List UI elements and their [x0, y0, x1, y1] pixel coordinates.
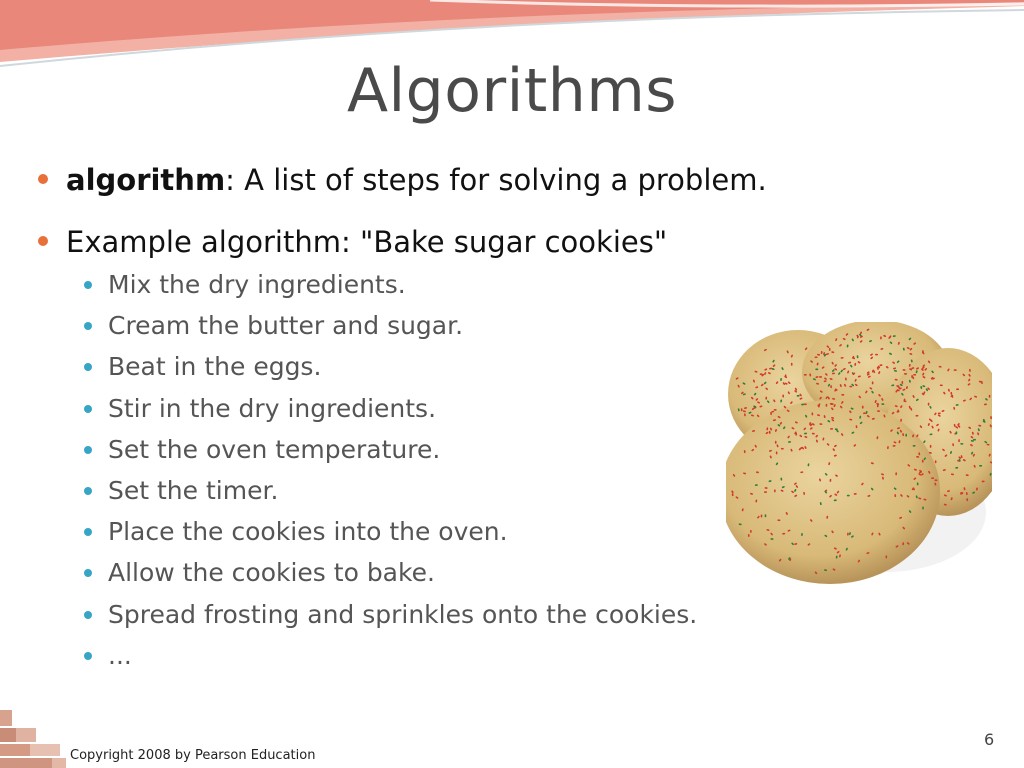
term-bold: algorithm	[66, 163, 226, 197]
sub-bullet-dot-icon	[84, 611, 92, 619]
sprinkle	[886, 555, 888, 558]
sprinkle	[940, 384, 943, 386]
sprinkle	[922, 507, 924, 510]
sprinkle	[791, 363, 793, 366]
sprinkle	[913, 445, 916, 447]
sprinkle	[901, 381, 903, 384]
sprinkle	[775, 441, 777, 444]
sub-bullet-dot-icon	[84, 322, 92, 330]
step-item	[81, 264, 978, 305]
step-text: Set the oven temperature.	[108, 434, 441, 464]
sprinkle	[979, 465, 982, 467]
sprinkle	[916, 456, 919, 458]
bullet-dot-icon	[38, 236, 48, 246]
sprinkle	[982, 481, 985, 483]
sprinkle	[989, 395, 991, 398]
sub-bullet-dot-icon	[84, 281, 92, 289]
step-text: Allow the cookies to bake.	[108, 558, 435, 588]
copyright-footer: Copyright 2008 by Pearson Education	[70, 748, 316, 763]
step-item	[81, 594, 978, 635]
sprinkle	[913, 374, 916, 376]
sprinkle	[849, 386, 852, 388]
sprinkle	[984, 404, 987, 406]
sprinkle	[761, 514, 763, 517]
sprinkle	[880, 336, 882, 339]
sprinkle	[812, 433, 815, 435]
sprinkle	[776, 451, 778, 454]
step-text: ...	[108, 640, 132, 670]
sprinkle	[903, 369, 906, 371]
definition-text: : A list of steps for solving a problem.	[225, 163, 767, 197]
sub-bullet-dot-icon	[84, 652, 92, 660]
sprinkle	[862, 406, 864, 409]
sprinkle	[935, 460, 937, 463]
sub-bullet-dot-icon	[84, 363, 92, 371]
sprinkle	[748, 534, 750, 537]
bullet-example	[38, 222, 978, 262]
sprinkle	[764, 491, 767, 493]
bullet-definition	[38, 160, 978, 200]
sprinkle	[954, 369, 957, 371]
sprinkle	[897, 409, 899, 412]
step-text: Cream the butter and sugar.	[108, 311, 464, 341]
sprinkle	[958, 439, 960, 442]
sprinkle	[765, 514, 767, 517]
sprinkle	[951, 392, 953, 395]
sub-bullet-dot-icon	[84, 569, 92, 577]
step-text: Mix the dry ingredients.	[108, 270, 406, 299]
sprinkle	[774, 489, 776, 492]
sprinkle	[804, 374, 807, 376]
bullet-dot-icon	[38, 174, 48, 184]
sprinkle	[812, 412, 814, 415]
step-text: Stir in the dry ingredients.	[108, 393, 437, 423]
sprinkle	[819, 376, 822, 378]
sprinkle	[911, 375, 913, 378]
sprinkle	[841, 394, 844, 396]
step-text: Spread frosting and sprinkles onto the cookies.	[108, 599, 698, 629]
sprinkle	[815, 369, 818, 371]
sprinkle	[928, 403, 930, 406]
sprinkle	[830, 385, 832, 388]
sprinkle	[804, 433, 807, 435]
step-text: Set the timer.	[108, 476, 279, 506]
sprinkle	[804, 403, 807, 405]
slide-number: 6	[984, 730, 995, 749]
sprinkle	[847, 495, 850, 497]
sprinkle	[797, 395, 800, 397]
sprinkle	[895, 472, 897, 475]
sprinkle	[905, 434, 907, 437]
sprinkle	[760, 373, 763, 375]
sprinkle	[814, 356, 817, 358]
example-text: Example algorithm: "Bake sugar cookies"	[66, 225, 668, 259]
sprinkle	[917, 482, 919, 485]
sprinkle	[973, 439, 976, 441]
sprinkle	[765, 397, 767, 400]
sub-bullet-dot-icon	[84, 528, 92, 536]
sprinkle	[782, 395, 784, 398]
step-text: Place the cookies into the oven.	[108, 517, 508, 547]
sub-bullet-dot-icon	[84, 405, 92, 413]
sugar-cookies-photo	[726, 322, 992, 590]
sprinkle	[930, 445, 932, 448]
sprinkle	[847, 533, 849, 536]
sprinkle	[781, 448, 784, 450]
sprinkle	[830, 403, 833, 405]
sprinkle	[931, 477, 934, 479]
sprinkle	[872, 381, 874, 384]
sprinkle	[877, 410, 880, 412]
sprinkle	[875, 354, 878, 356]
sprinkle	[750, 530, 752, 533]
slide-title: Algorithms	[346, 56, 678, 126]
step-text: Beat in the eggs.	[108, 352, 322, 382]
step-item	[81, 635, 978, 676]
sprinkle	[938, 413, 941, 415]
sprinkle	[881, 403, 884, 405]
sprinkle	[934, 479, 937, 481]
sub-bullet-dot-icon	[84, 446, 92, 454]
sprinkle	[892, 445, 895, 447]
sub-bullet-dot-icon	[84, 487, 92, 495]
sprinkle	[956, 388, 959, 390]
sprinkle	[829, 348, 831, 351]
